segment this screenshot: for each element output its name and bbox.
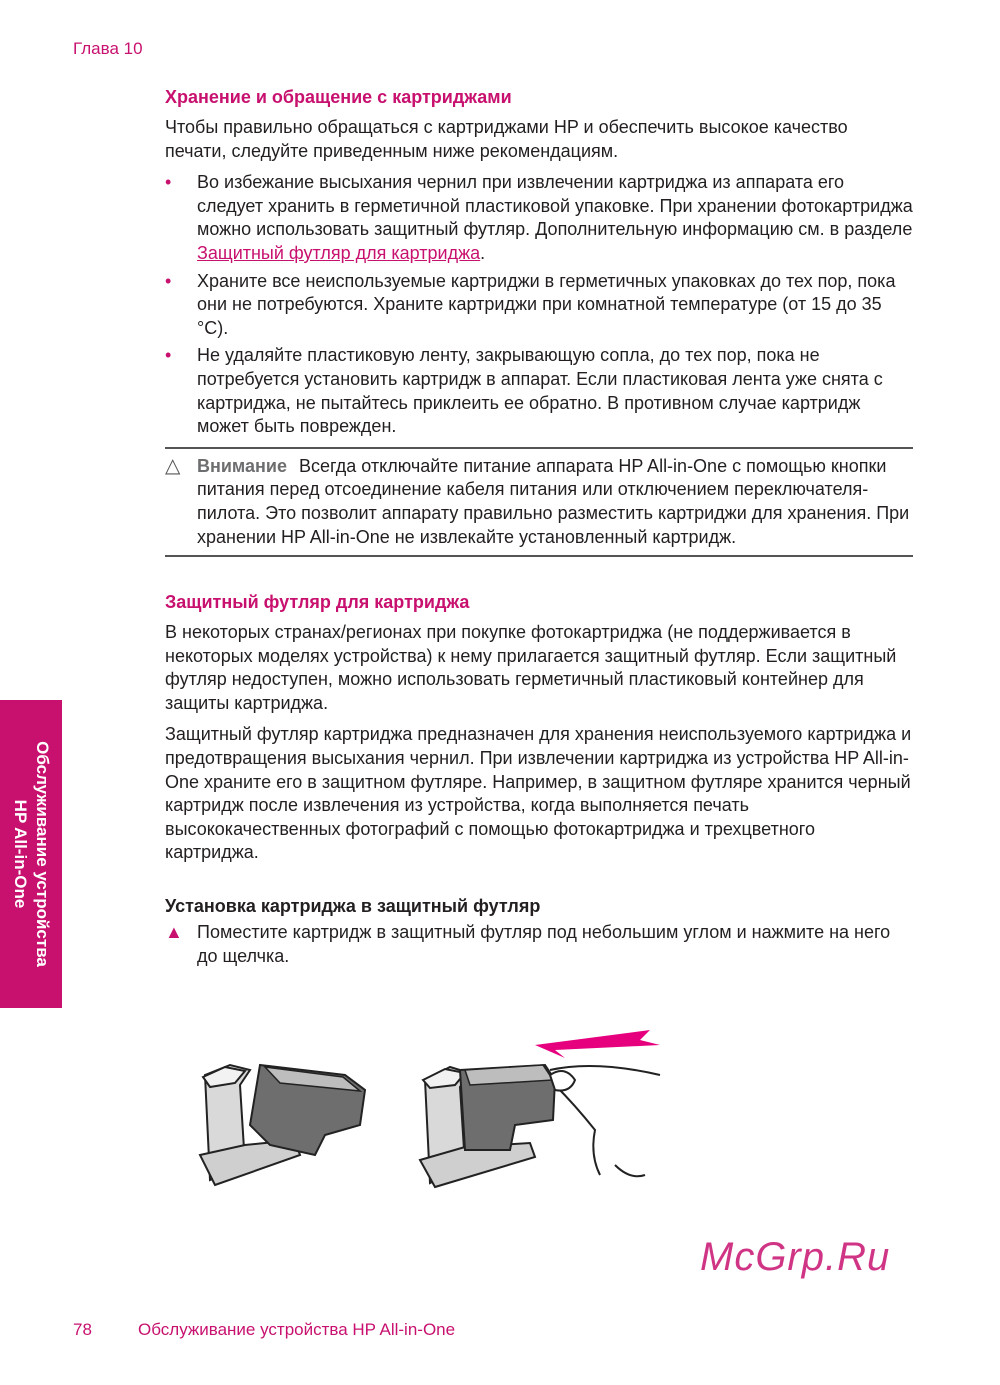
caution-label: Внимание — [197, 455, 287, 476]
list-item: • Во избежание высыхания чернил при извлечении картриджа из аппарата его следует хранить в герметичной пластиковой упаковке. При хранении фотокартриджа можно использовать защитный футляр. Дополнительную информацию см. в разделе Защитный футляр для картриджа. — [165, 172, 913, 263]
cartridge-protector-illustration-1 — [195, 1025, 375, 1195]
page-content — [165, 86, 913, 972]
side-tab-line2: HP All-in-One — [11, 799, 30, 909]
chapter-label: Глава 10 — [73, 39, 143, 58]
caution-text: Всегда отключайте питание аппарата HP All-in-One с помощью кнопки питания перед отсоединение кабеля питания или отключением переключателя-пилота. Это позволит аппарату правильно разместить картриджи для хранения. При хранении HP All-in-One не извлекайте установленный картридж. — [197, 455, 910, 547]
watermark: McGrp.Ru — [700, 1235, 891, 1279]
side-tab-line1: Обслуживание устройства — [33, 741, 52, 967]
list-item: • Не удаляйте пластиковую ленту, закрывающую сопла, до тех пор, пока не потребуется установить картридж в аппарат. Если пластиковая лента уже снята с картриджа, не пытайтесь приклеить ее обратно. В противном случае картридж может быть поврежден. — [165, 345, 883, 437]
cartridge-protector-illustration-2 — [415, 1025, 675, 1195]
list-item: • Храните все неиспользуемые картриджи в герметичных упаковках до тех пор, пока они не потребуются. Храните картриджи при комнатной температуре (от 15 до 35 °C). — [165, 270, 896, 338]
paragraph: В некоторых странах/регионах при покупке фотокартриджа (не поддерживается в некоторых моделях устройства) к нему прилагается защитный футляр. Если защитный футляр недоступен, можно использовать герметичный пластиковый контейнер для защиты картриджа. — [165, 622, 897, 713]
step-triangle-icon: ▲ — [165, 922, 183, 943]
intro-paragraph: Чтобы правильно обращаться с картриджами HP и обеспечить высокое качество печати, следуйте приведенным ниже рекомендациям. — [165, 117, 848, 161]
storage-tips-list — [165, 171, 913, 439]
side-tab — [0, 700, 62, 1008]
bullet-icon: • — [165, 345, 172, 366]
procedure-title: Установка картриджа в защитный футляр — [165, 896, 541, 917]
caution-note — [165, 447, 913, 557]
paragraph: Защитный футляр картриджа предназначен для хранения неиспользуемого картриджа и предотвращения высыхания чернил. При извлечении картриджа из устройства HP All-in-One храните его в защитном футляре. Например, в защитном футляре хранится черный картридж после извлечения из устройства, когда выполняется печать высококачественных фотографий с помощью фотокартриджа и трехцветного картриджа. — [165, 724, 912, 863]
page-number: 78 — [73, 1320, 92, 1339]
protector-link[interactable]: Защитный футляр для картриджа — [197, 242, 481, 263]
bullet-icon: • — [165, 270, 172, 291]
footer-title: Обслуживание устройства HP All-in-One — [138, 1320, 456, 1339]
direction-arrow-icon — [535, 1030, 660, 1058]
section-title-protector: Защитный футляр для картриджа — [165, 592, 470, 613]
bullet-icon: • — [165, 172, 172, 193]
warning-triangle-icon: △ — [165, 454, 181, 477]
section-title-storage: Хранение и обращение с картриджами — [165, 87, 512, 107]
procedure-step: ▲ Поместите картридж в защитный футляр под небольшим углом и нажмите на него до щелчка. — [165, 922, 891, 966]
